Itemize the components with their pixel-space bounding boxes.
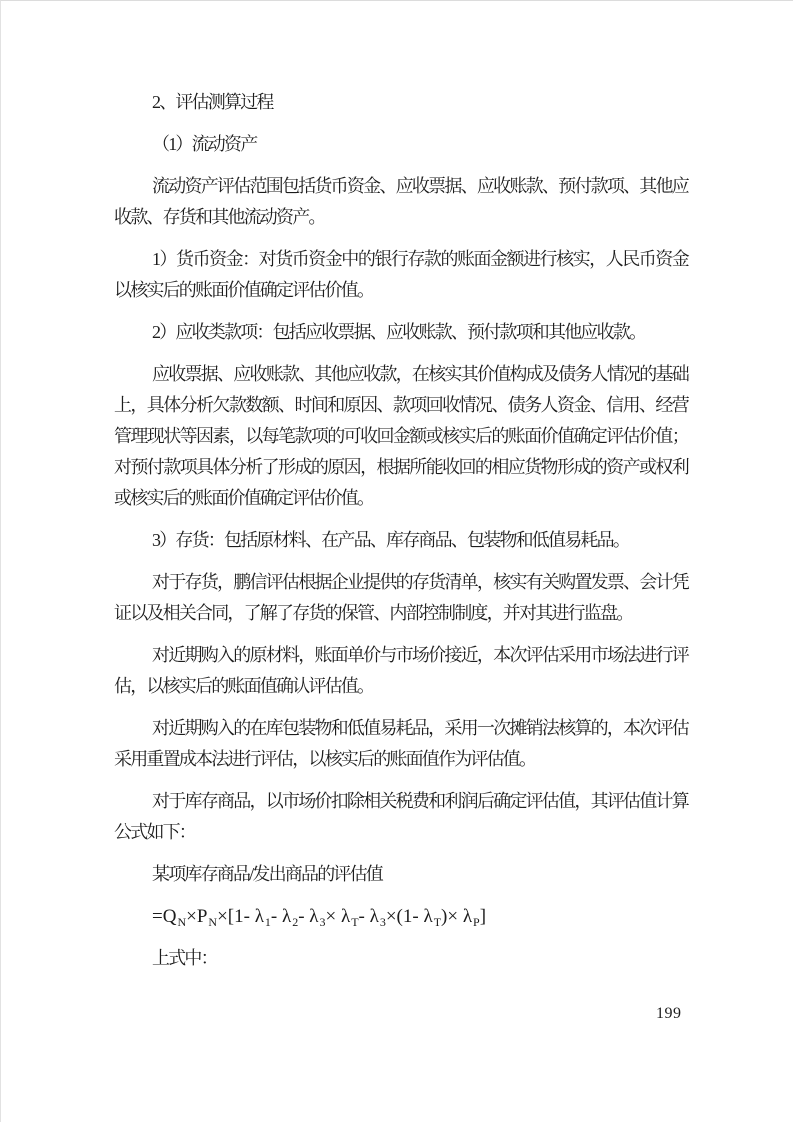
paragraph: 对于库存商品，以市场价扣除相关税费和利润后确定评估值，其评估值计算公式如下： bbox=[114, 791, 688, 842]
paragraph: 2、评估测算过程 bbox=[152, 92, 273, 112]
paragraph: 上式中： bbox=[152, 948, 217, 968]
paragraph: 1）货币资金：对货币资金中的银行存款的账面金额进行核实，人民币资金以核实后的账面价值确定评估价值。 bbox=[114, 249, 688, 300]
document-body bbox=[114, 87, 688, 985]
paragraph: 对于存货，鹏信评估根据企业提供的存货清单，核实有关购置发票、会计凭证以及相关合同，了解了存货的保管、内部控制制度，并对其进行监盘。 bbox=[114, 572, 688, 623]
paragraph: 某项库存商品/发出商品的评估值 bbox=[152, 864, 382, 884]
formula-line: $=Q_N\times P_N\times[1-$ $\lambda_1-$ $\lambda_2-$ $\lambda_3\times \lambda_T-$ $\lambda_3\times(1-$ $\lambda_T)\times \lambda_P$] bbox=[152, 906, 487, 929]
paragraph: 对近期购入的在库包装物和低值易耗品，采用一次摊销法核算的，本次评估采用重置成本法进行评估，以核实后的账面值作为评估值。 bbox=[114, 718, 688, 769]
paragraph: （1）流动资产 bbox=[152, 134, 257, 154]
paragraph: 流动资产评估范围包括货币资金、应收票据、应收账款、预付款项、其他应收款、存货和其他流动资产。 bbox=[114, 176, 688, 227]
page-number: 199 bbox=[656, 1005, 682, 1022]
paragraph: 2）应收类款项：包括应收票据、应收账款、预付款项和其他应收款。 bbox=[152, 322, 646, 342]
paragraph: 应收票据、应收账款、其他应收款，在核实其价值构成及债务人情况的基础上，具体分析欠款数额、时间和原因、款项回收情况、债务人资金、信用、经营管理现状等因素，以每笔款项的可收回金额或核实后的账面价值确定评估价值；对预付款项具体分析了形成的原因，根据所能收回的相应货物形成的资产或权利或核实后的账面价值确定评估价值。 bbox=[114, 364, 688, 508]
paragraph: 对近期购入的原材料，账面单价与市场价接近，本次评估采用市场法进行评估，以核实后的账面值确认评估值。 bbox=[114, 645, 688, 696]
paragraph: 3）存货：包括原材料、在产品、库存商品、包装物和低值易耗品。 bbox=[152, 530, 629, 550]
